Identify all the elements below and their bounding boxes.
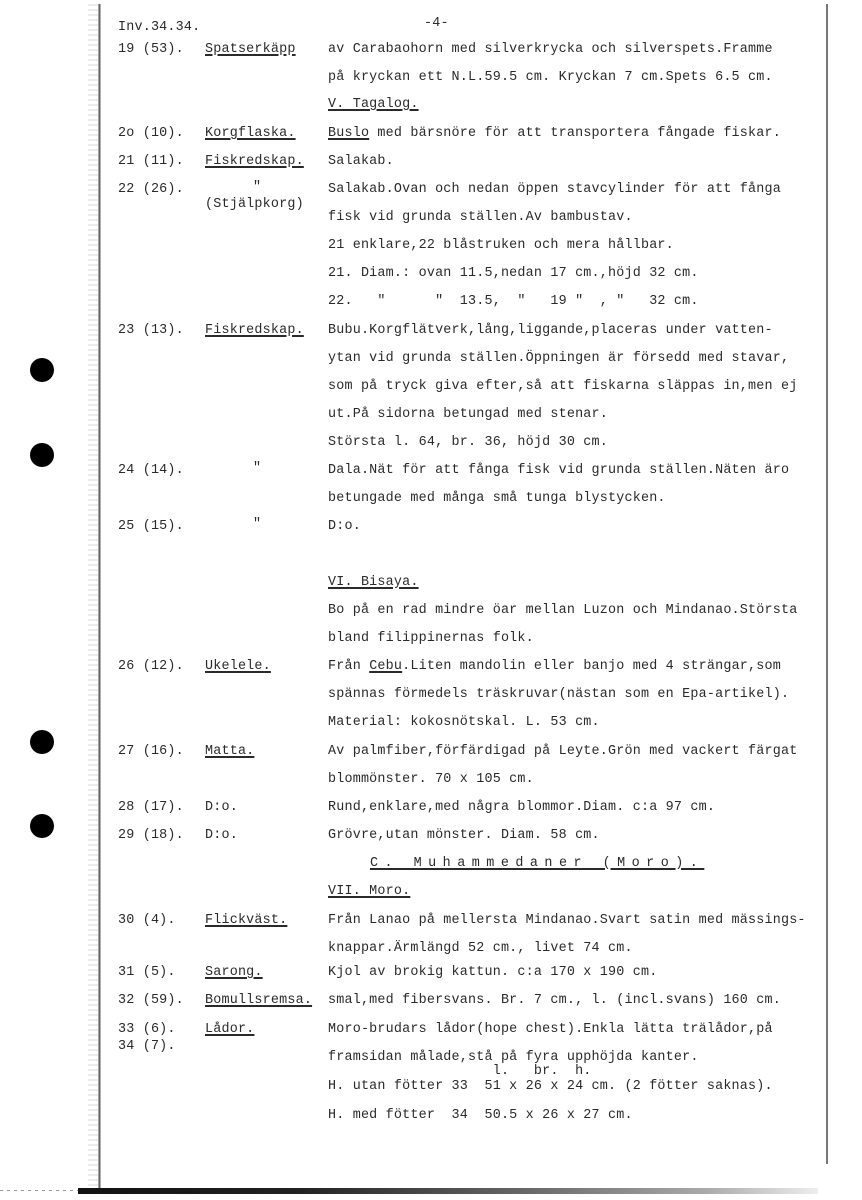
entry-name: Bomullsremsa. [205, 993, 313, 1008]
entry-line: av Carabaohorn med silverkrycka och silverspets.Framme [328, 42, 773, 57]
punch-hole [30, 730, 54, 754]
entry-desc-prefix: Från [328, 659, 370, 674]
entry-line [328, 126, 781, 142]
left-margin-rule [98, 4, 101, 1190]
entry-line: 21. Diam.: ovan 11.5,nedan 17 cm.,höjd 32 cm. [328, 266, 699, 281]
entry-number: 29 (18). [118, 828, 184, 843]
entry-name: Korgflaska. [205, 126, 296, 141]
entry-line: som på tryck giva efter,så att fiskarna släppas in,men ej [328, 379, 798, 394]
entry-name: Ukelele. [205, 659, 271, 674]
entry-line: Från Lanao på mellersta Mindanao.Svart satin med mässings- [328, 913, 806, 928]
entry-name: Sarong. [205, 965, 263, 980]
page-number: -4- [424, 16, 449, 31]
entry-line: ytan vid grunda ställen.Öppningen är försedd med stavar, [328, 351, 790, 366]
entry-line: Salakab. [328, 154, 394, 169]
entry-name: Flickväst. [205, 913, 288, 928]
entry-name: D:o. [205, 800, 238, 815]
entry-line: Material: kokosnötskal. L. 53 cm. [328, 715, 600, 730]
entry-line: 22. " " 13.5, " 19 " , " 32 cm. [328, 294, 699, 309]
entry-number: 34 (7). [118, 1039, 176, 1054]
entry-number: 28 (17). [118, 800, 184, 815]
entry-line: betungade med många små tunga blystycken. [328, 491, 666, 506]
section-heading: VII. Moro. [328, 884, 411, 899]
entry-line: blommönster. 70 x 105 cm. [328, 772, 534, 787]
entry-number: 19 (53). [118, 42, 184, 57]
entry-line: knappar.Ärmlängd 52 cm., livet 74 cm. [328, 941, 633, 956]
entry-line: fisk vid grunda ställen.Av bambustav. [328, 210, 633, 225]
entry-number: 22 (26). [118, 182, 184, 197]
punch-hole [30, 814, 54, 838]
entry-name: Lådor. [205, 1022, 255, 1037]
section-intro-line: bland filippinernas folk. [328, 631, 534, 646]
entry-desc-underlined: Buslo [328, 126, 370, 141]
entry-line: Salakab.Ovan och nedan öppen stavcylinder för att fånga [328, 182, 781, 197]
ditto-mark: " [253, 517, 262, 532]
entry-name: Fiskredskap. [205, 323, 304, 338]
entry-number: 31 (5). [118, 965, 176, 980]
entry-name: Fiskredskap. [205, 154, 304, 169]
bottom-dashed-edge [0, 1190, 78, 1191]
entry-line: Bubu.Korgflätverk,lång,liggande,placeras under vatten- [328, 323, 773, 338]
punch-hole [30, 443, 54, 467]
entry-line: Grövre,utan mönster. Diam. 58 cm. [328, 828, 600, 843]
entry-line: Största l. 64, br. 36, höjd 30 cm. [328, 435, 609, 450]
entry-line: D:o. [328, 519, 361, 534]
major-section-heading: C. Muhammedaner (Moro). [370, 856, 705, 871]
section-intro-line: Bo på en rad mindre öar mellan Luzon och Mindanao.Största [328, 603, 798, 618]
entry-number: 24 (14). [118, 463, 184, 478]
inventory-number: Inv.34.34. [118, 20, 201, 35]
entry-number: 25 (15). [118, 519, 184, 534]
dimension-labels: l. br. h. [328, 1064, 592, 1079]
entry-line: smal,med fibersvans. Br. 7 cm., l. (incl.svans) 160 cm. [328, 993, 781, 1008]
entry-number: 26 (12). [118, 659, 184, 674]
entry-desc-underlined: Cebu [369, 659, 403, 674]
entry-line: Av palmfiber,förfärdigad på Leyte.Grön med vackert färgat [328, 744, 798, 759]
entry-line: på kryckan ett N.L.59.5 cm. Kryckan 7 cm.Spets 6.5 cm. [328, 70, 773, 85]
entry-line: Rund,enklare,med några blommor.Diam. c:a 97 cm. [328, 800, 716, 815]
entry-name: D:o. [205, 828, 238, 843]
entry-number: 2o (10). [118, 126, 184, 141]
punch-hole [30, 358, 54, 382]
entry-line: ut.På sidorna betungad med stenar. [328, 407, 609, 422]
entry-line [328, 659, 781, 675]
entry-subname: (Stjälpkorg) [205, 197, 304, 212]
entry-line: spännas förmedels träskruvar(nästan som en Epa-artikel). [328, 687, 790, 702]
entry-number: 32 (59). [118, 993, 184, 1008]
entry-number: 23 (13). [118, 323, 184, 338]
bottom-edge-rule [78, 1188, 818, 1194]
binding-shadow [88, 4, 98, 1190]
entry-name: Matta. [205, 744, 255, 759]
entry-desc: med bärsnöre för att transportera fångade fiskar. [369, 126, 781, 141]
entry-line: H. med fötter 34 50.5 x 26 x 27 cm. [328, 1108, 633, 1123]
ditto-mark: " [253, 180, 262, 195]
right-margin-rule [826, 4, 828, 1164]
section-heading: V. Tagalog. [328, 97, 419, 112]
entry-number: 27 (16). [118, 744, 184, 759]
section-heading: VI. Bisaya. [328, 575, 419, 590]
entry-name: Spatserkäpp [205, 42, 296, 57]
entry-line: H. utan fötter 33 51 x 26 x 24 cm. (2 fötter saknas). [328, 1079, 773, 1094]
entry-line: 21 enklare,22 blåstruken och mera hållbar. [328, 238, 674, 253]
entry-line: Kjol av brokig kattun. c:a 170 x 190 cm. [328, 965, 658, 980]
entry-number: 21 (11). [118, 154, 184, 169]
entry-number: 30 (4). [118, 913, 176, 928]
entry-number: 33 (6). [118, 1022, 176, 1037]
entry-line: framsidan målade,stå på fyra upphöjda kanter. [328, 1050, 699, 1065]
entry-line: Moro-brudars lådor(hope chest).Enkla lätta trälådor,på [328, 1022, 773, 1037]
entry-line: Dala.Nät för att fånga fisk vid grunda ställen.Näten äro [328, 463, 790, 478]
ditto-mark: " [253, 461, 262, 476]
entry-desc: .Liten mandolin eller banjo med 4 strängar,som [402, 659, 781, 674]
